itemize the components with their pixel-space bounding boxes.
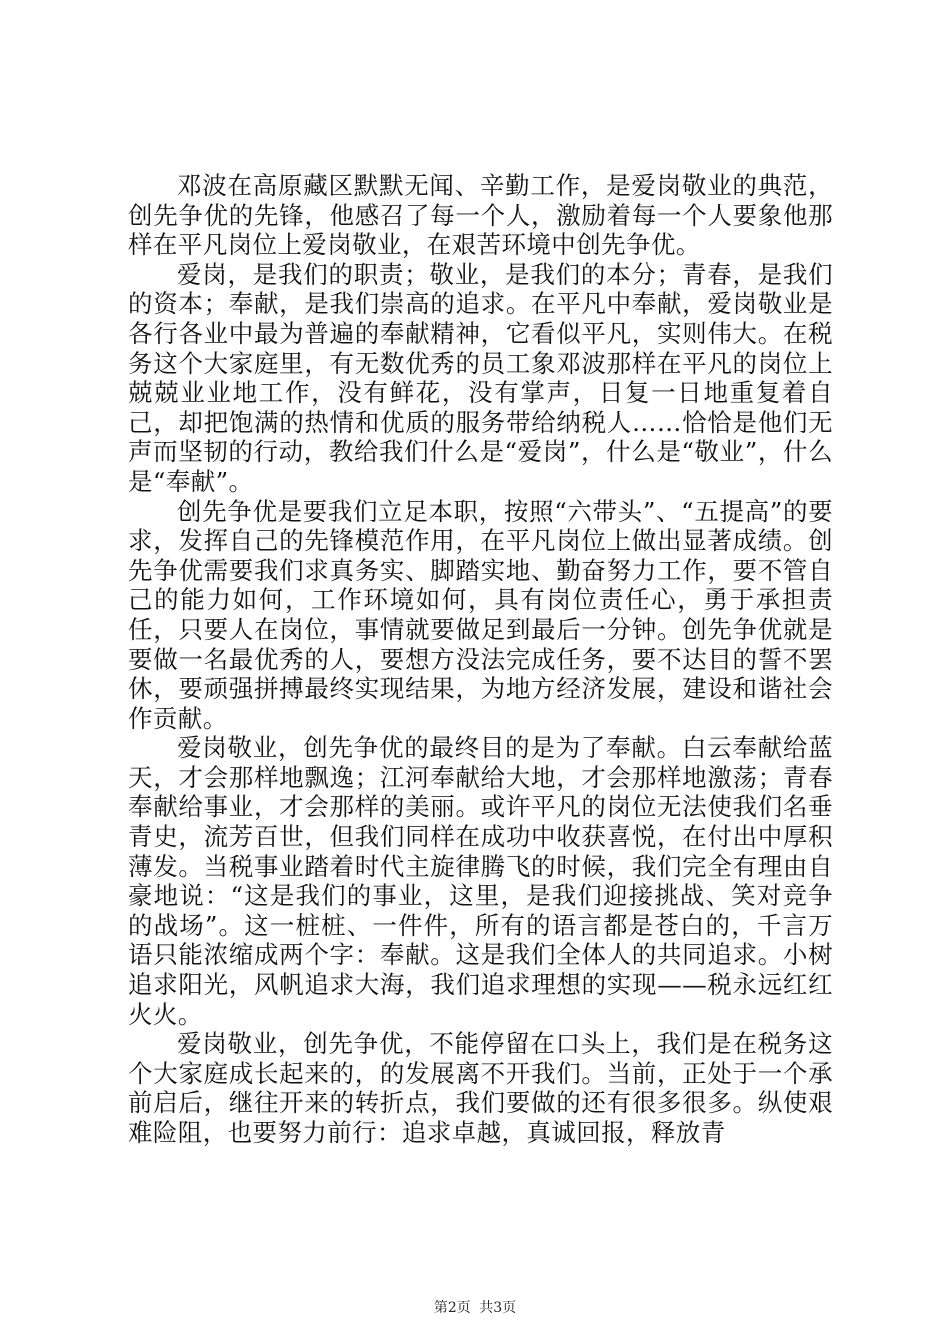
document-body: [128, 171, 833, 1148]
paragraph-5: 爱岗敬业，创先争优，不能停留在口头上，我们是在税务这个大家庭成长起来的，的发展离不开我们。当前，正处于一个承前启后，继往开来的转折点，我们要做的还有很多很多。纵使艰难险阻，也要努力前行：追求卓越，真诚回报，释放青: [128, 1029, 833, 1147]
paragraph-3: 创先争优是要我们立足本职，按照“六带头”、“五提高”的要求，发挥自己的先锋模范作用，在平凡岗位上做出显著成绩。创先争优需要我们求真务实、脚踏实地、勤奋努力工作，要不管自己的能力如何，工作环境如何，具有岗位责任心，勇于承担责任，只要人在岗位，事情就要做足到最后一分钟。创先争优就是要做一名最优秀的人，要想方没法完成任务，要不达目的誓不罢休，要顽强拼搏最终实现结果，为地方经济发展，建设和谐社会作贡献。: [128, 496, 833, 733]
paragraph-2: 爱岗，是我们的职责；敬业，是我们的本分；青春，是我们的资本；奉献，是我们崇高的追求。在平凡中奉献，爱岗敬业是各行各业中最为普遍的奉献精神，它看似平凡，实则伟大。在税务这个大家庭里，有无数优秀的员工象邓波那样在平凡的岗位上兢兢业业地工作，没有鲜花，没有掌声，日复一日地重复着自己，却把饱满的热情和优质的服务带给纳税人……恰恰是他们无声而坚韧的行动，教给我们什么是“爱岗”，什么是“敬业”，什么是“奉献”。: [128, 259, 833, 496]
paragraph-1: 邓波在高原藏区默默无闻、辛勤工作，是爱岗敬业的典范，创先争优的先锋，他感召了每一个人，激励着每一个人要象他那样在平凡岗位上爱岗敬业，在艰苦环境中创先争优。: [128, 171, 833, 260]
paragraph-4: 爱岗敬业，创先争优的最终目的是为了奉献。白云奉献给蓝天，才会那样地飘逸；江河奉献给大地，才会那样地激荡；青春奉献给事业，才会那样的美丽。或许平凡的岗位无法使我们名垂青史，流芳百世，但我们同样在成功中收获喜悦，在付出中厚积薄发。当税事业踏着时代主旋律腾飞的时候，我们完全有理由自豪地说：“这是我们的事业，这里，是我们迎接挑战、笑对竞争的战场”。这一桩桩、一件件，所有的语言都是苍白的，千言万语只能浓缩成两个字：奉献。这是我们全体人的共同追求。小树追求阳光，风帆追求大海，我们追求理想的实现——税永远红红火火。: [128, 733, 833, 1029]
page-total: 共3页: [479, 1300, 517, 1316]
page-footer: [0, 1297, 950, 1317]
page-number: 第2页: [433, 1300, 471, 1316]
